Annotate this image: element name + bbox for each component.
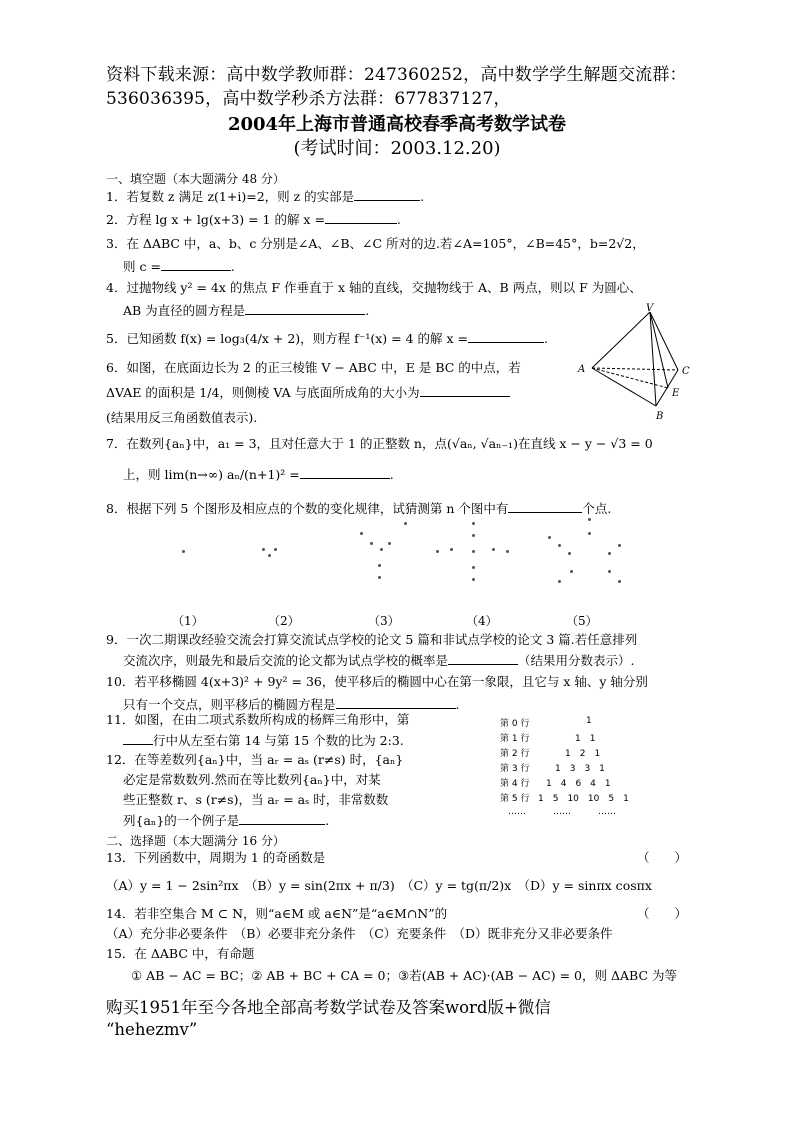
question-11-line-1: 11．如图，在由二项式系数所构成的杨辉三角形中，第	[106, 712, 410, 727]
question-6-line-2	[106, 384, 510, 401]
exam-date: (考试时间：2003.12.20)	[293, 138, 501, 159]
question-3-text: 则 c =	[123, 259, 161, 274]
label-a: A	[578, 364, 586, 375]
row-values: 1 4 6 4 1	[546, 779, 611, 789]
question-9-line-2	[123, 652, 635, 669]
question-10-line-2: 只有一个交点，则平移后的椭圆方程是 .	[123, 697, 460, 712]
question-6-line-3: (结果用反三角函数值表示).	[106, 410, 258, 425]
dot	[506, 550, 509, 553]
question-9-line-1: 9．一次二期课改经验交流会打算交流试点学校的论文 5 篇和非试点学校的论文 3 篇.若任意排列	[106, 632, 638, 647]
question-2-text: 2．方程 lg x + lg(x+3) = 1 的解 x =	[106, 212, 325, 227]
dot	[472, 534, 475, 537]
question-1-text: 1．若复数 z 满足 z(1+i)=2，则 z 的实部是	[106, 189, 355, 204]
question-13: 13．下列函数中，周期为 1 的奇函数是	[106, 850, 326, 865]
footer-line-1: 购买1951年至今各地全部高考数学试卷及答案word版+微信	[106, 998, 551, 1017]
row-values: 1	[586, 716, 592, 726]
dot	[360, 532, 363, 535]
section-2-heading: 二、选择题（本大题满分 16 分）	[106, 834, 285, 848]
row-label: 第 0 行	[500, 719, 530, 729]
ellipsis-row: …… …… ……	[508, 807, 617, 817]
edge-ac	[592, 368, 678, 370]
dot	[370, 542, 373, 545]
dot	[492, 548, 495, 551]
question-12-line-2: 必定是常数数列.然而在等比数列{aₙ}中，对某	[123, 772, 381, 787]
dot	[380, 548, 383, 551]
question-14: 14．若非空集合 M ⊂ N，则“a∈M 或 a∈N”是“a∈M∩N”的	[106, 906, 448, 921]
dot	[558, 580, 561, 583]
figure-caption-2: （2）	[268, 614, 300, 628]
answer-blank	[161, 258, 231, 271]
row-label: 第 2 行	[500, 749, 530, 759]
question-12-text: 列{aₙ}的一个例子是	[123, 813, 240, 828]
label-b: B	[656, 411, 664, 422]
question-7-text: 上，则 lim(n→∞) aₙ/(n+1)² =	[123, 467, 300, 482]
answer-blank	[300, 466, 390, 479]
question-5: 5．已知函数 f(x) = log₃(4/x + 2)，则方程 f⁻¹(x) = 4 的解 x = .	[106, 331, 548, 346]
question-10-line-1: 10．若平移椭圆 4(x+3)² + 9y² = 36，使平移后的椭圆中心在第一象限，且它与 x 轴、y 轴分别	[106, 674, 648, 689]
dot-pattern-figures	[160, 518, 630, 610]
dot	[588, 518, 591, 521]
question-4-text: AB 为直径的圆方程是	[123, 303, 246, 318]
row-label: 第 1 行	[500, 734, 530, 744]
dot	[268, 554, 271, 557]
label-v: V	[646, 303, 654, 314]
row-values: 1 5 10 10 5 1	[538, 794, 629, 804]
answer-blank	[245, 302, 365, 315]
figure-caption-4: （4）	[466, 614, 498, 628]
dot	[436, 550, 439, 553]
question-13-options: （A）y = 1 − 2sin²πx （B）y = sin(2πx + π/3) （C）y = tg(π/2)x （D）y = sinπx cosπx	[106, 878, 652, 893]
question-11-line-2	[123, 732, 404, 749]
answer-blank	[239, 812, 325, 825]
question-15: 15．在 ΔABC 中，有命题	[106, 946, 255, 961]
answer-blank	[468, 330, 544, 343]
label-e: E	[672, 388, 680, 399]
question-6-text: ΔVAE 的面积是 1/4，则侧棱 VA 与底面所成角的大小为	[106, 385, 420, 400]
dot	[472, 566, 475, 569]
figure-caption-1: （1）	[172, 614, 204, 628]
row-values: 1 2 1	[565, 749, 601, 759]
question-9-note: （结果用分数表示）.	[518, 653, 635, 668]
question-6-line-1: 6．如图，在底面边长为 2 的正三棱锥 V − ABC 中，E 是 BC 的中点，若	[106, 360, 521, 375]
dot	[404, 522, 407, 525]
question-8-text: 8．根据下列 5 个图形及相应点的个数的变化规律，试猜测第 n 个图中有	[106, 501, 509, 516]
dot	[618, 544, 621, 547]
dot	[472, 578, 475, 581]
question-8	[106, 500, 611, 517]
dot	[570, 570, 573, 573]
question-5-text: 5．已知函数 f(x) = log₃(4/x + 2)，则方程 f⁻¹(x) = 4 的解 x =	[106, 331, 468, 346]
question-9-text: 交流次序，则最先和最后交流的论文都为试点学校的概率是	[123, 653, 449, 668]
page-title: 2004年上海市普通高校春季高考数学试卷	[227, 114, 567, 135]
dot	[608, 552, 611, 555]
dot	[450, 548, 453, 551]
header-line-1: 资料下载来源：高中数学教师群：247360252，高中数学学生解题交流群：	[106, 65, 687, 85]
dot	[568, 552, 571, 555]
row-values: 1 1	[575, 734, 596, 744]
header-line-2: 536036395，高中数学秒杀方法群：677837127，	[106, 89, 511, 109]
question-15-propositions: ① AB − AC = BC；② AB + BC + CA = 0；③若(AB + AC)·(AB − AC) = 0，则 ΔABC 为等	[131, 968, 677, 983]
question-7-line-2: 上，则 lim(n→∞) aₙ/(n+1)² = .	[123, 467, 394, 482]
figure-caption-3: （3）	[368, 614, 400, 628]
dot	[548, 536, 551, 539]
dot	[378, 576, 381, 579]
question-13-answer-paren: （ ）	[637, 850, 688, 865]
edge-ab	[592, 368, 656, 406]
figure-caption-5: （5）	[566, 614, 598, 628]
dot	[588, 532, 591, 535]
question-7-line-1: 7．在数列{aₙ}中，a₁ = 3，且对任意大于 1 的正整数 n，点(√aₙ, √aₙ₋₁)在直线 x − y − √3 = 0	[106, 436, 653, 451]
question-12-line-3: 些正整数 r、s (r≠s)，当 aᵣ = aₛ 时，非常数数	[123, 792, 389, 807]
question-12-line-4: 列{aₙ}的一个例子是 .	[123, 813, 330, 828]
footer-line-2: “hehezmv”	[106, 1020, 198, 1039]
dot	[378, 564, 381, 567]
dot	[472, 550, 475, 553]
row-label: 第 3 行	[500, 764, 530, 774]
answer-blank	[336, 696, 456, 709]
question-4-line-1: 4．过抛物线 y² = 4x 的焦点 F 作垂直于 x 轴的直线，交抛物线于 A、B 两点，则以 F 为圆心、	[106, 280, 642, 295]
answer-blank	[420, 384, 510, 397]
edge-vc	[650, 312, 678, 370]
question-1: 1．若复数 z 满足 z(1+i)=2，则 z 的实部是 .	[106, 189, 425, 204]
row-label: 第 5 行	[500, 794, 530, 804]
answer-blank	[354, 188, 420, 201]
dot	[608, 570, 611, 573]
question-11-text: 行中从左至右第 14 与第 15 个数的比为 2:3.	[153, 733, 404, 748]
answer-blank	[123, 732, 153, 745]
label-c: C	[682, 366, 690, 377]
question-12-line-1: 12．在等差数列{aₙ}中，当 aᵣ = aₛ (r≠s) 时，{aₙ}	[106, 752, 404, 767]
answer-blank	[325, 211, 397, 224]
question-4-line-2: AB 为直径的圆方程是 .	[123, 303, 370, 318]
question-3-line-1: 3．在 ΔABC 中，a、b、c 分别是∠A、∠B、∠C 所对的边.若∠A=105°，∠B=45°，b=2√2，	[106, 236, 645, 251]
edge-ae	[592, 368, 668, 388]
dot	[262, 548, 265, 551]
edge-va	[592, 312, 650, 368]
row-label: 第 4 行	[500, 779, 530, 789]
dot	[618, 580, 621, 583]
question-8-end: 个点.	[582, 501, 612, 516]
question-14-options: （A）充分非必要条件 （B）必要非充分条件 （C）充要条件 （D）既非充分又非必要条件	[106, 926, 613, 941]
dot	[558, 544, 561, 547]
dot	[182, 550, 185, 553]
answer-blank	[448, 652, 518, 665]
section-1-heading: 一、填空题（本大题满分 48 分）	[106, 172, 285, 186]
question-14-answer-paren: （ ）	[637, 906, 688, 921]
answer-blank	[508, 500, 582, 513]
question-10-text: 只有一个交点，则平移后的椭圆方程是	[123, 697, 336, 712]
dot	[274, 548, 277, 551]
dot	[472, 522, 475, 525]
question-3-line-2: 则 c = .	[123, 259, 235, 274]
pyramid-figure	[570, 302, 705, 422]
dot	[388, 542, 391, 545]
yanghui-triangle	[500, 716, 660, 816]
question-2: 2．方程 lg x + lg(x+3) = 1 的解 x = .	[106, 212, 401, 227]
row-values: 1 3 3 1	[555, 764, 605, 774]
